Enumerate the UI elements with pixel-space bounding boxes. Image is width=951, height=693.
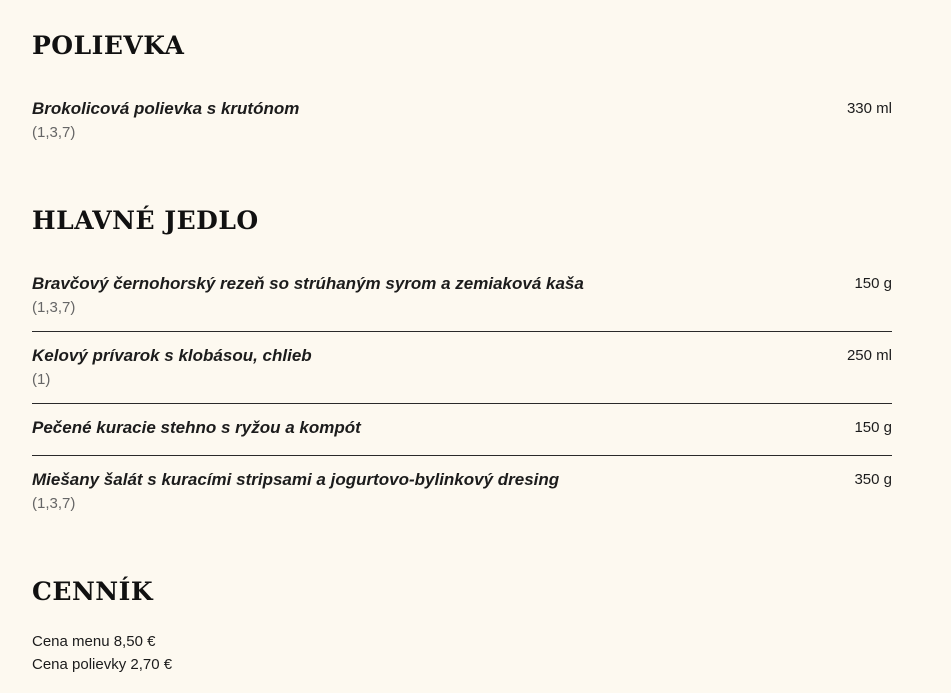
menu-item-soup xyxy=(32,98,892,144)
item-allergens: (1,3,7) xyxy=(32,495,76,512)
item-allergens: (1,3,7) xyxy=(32,299,76,316)
menu-item-main xyxy=(32,273,892,319)
item-divider xyxy=(32,331,892,332)
item-name: Brokolicová polievka s krutónom xyxy=(32,99,300,118)
item-quantity: 250 ml xyxy=(846,347,892,364)
item-divider xyxy=(32,403,892,404)
item-allergens: (1,3,7) xyxy=(32,124,76,141)
section-title-prices: CENNÍK xyxy=(32,577,154,606)
menu-item-main xyxy=(32,417,892,439)
item-name: Miešany šalát s kuracími stripsami a jogurtovo-bylinkový dresing xyxy=(32,470,560,489)
item-name: Pečené kuracie stehno s ryžou a kompót xyxy=(32,418,361,437)
item-divider xyxy=(32,455,892,456)
item-quantity: 150 g xyxy=(854,275,892,292)
item-quantity: 350 g xyxy=(854,471,892,488)
item-quantity: 330 ml xyxy=(846,100,892,117)
price-menu: Cena menu 8,50 € xyxy=(32,633,156,650)
item-name: Kelový prívarok s klobásou, chlieb xyxy=(32,346,312,365)
item-name: Bravčový černohorský rezeň so strúhaným syrom a zemiaková kaša xyxy=(32,274,584,293)
section-title-main: HLAVNÉ JEDLO xyxy=(32,206,259,235)
item-allergens: (1) xyxy=(32,371,51,388)
item-quantity: 150 g xyxy=(854,419,892,436)
price-soup: Cena polievky 2,70 € xyxy=(32,656,173,673)
menu-item-main xyxy=(32,469,892,515)
menu-item-main xyxy=(32,345,892,391)
section-title-soup: POLIEVKA xyxy=(32,31,185,60)
